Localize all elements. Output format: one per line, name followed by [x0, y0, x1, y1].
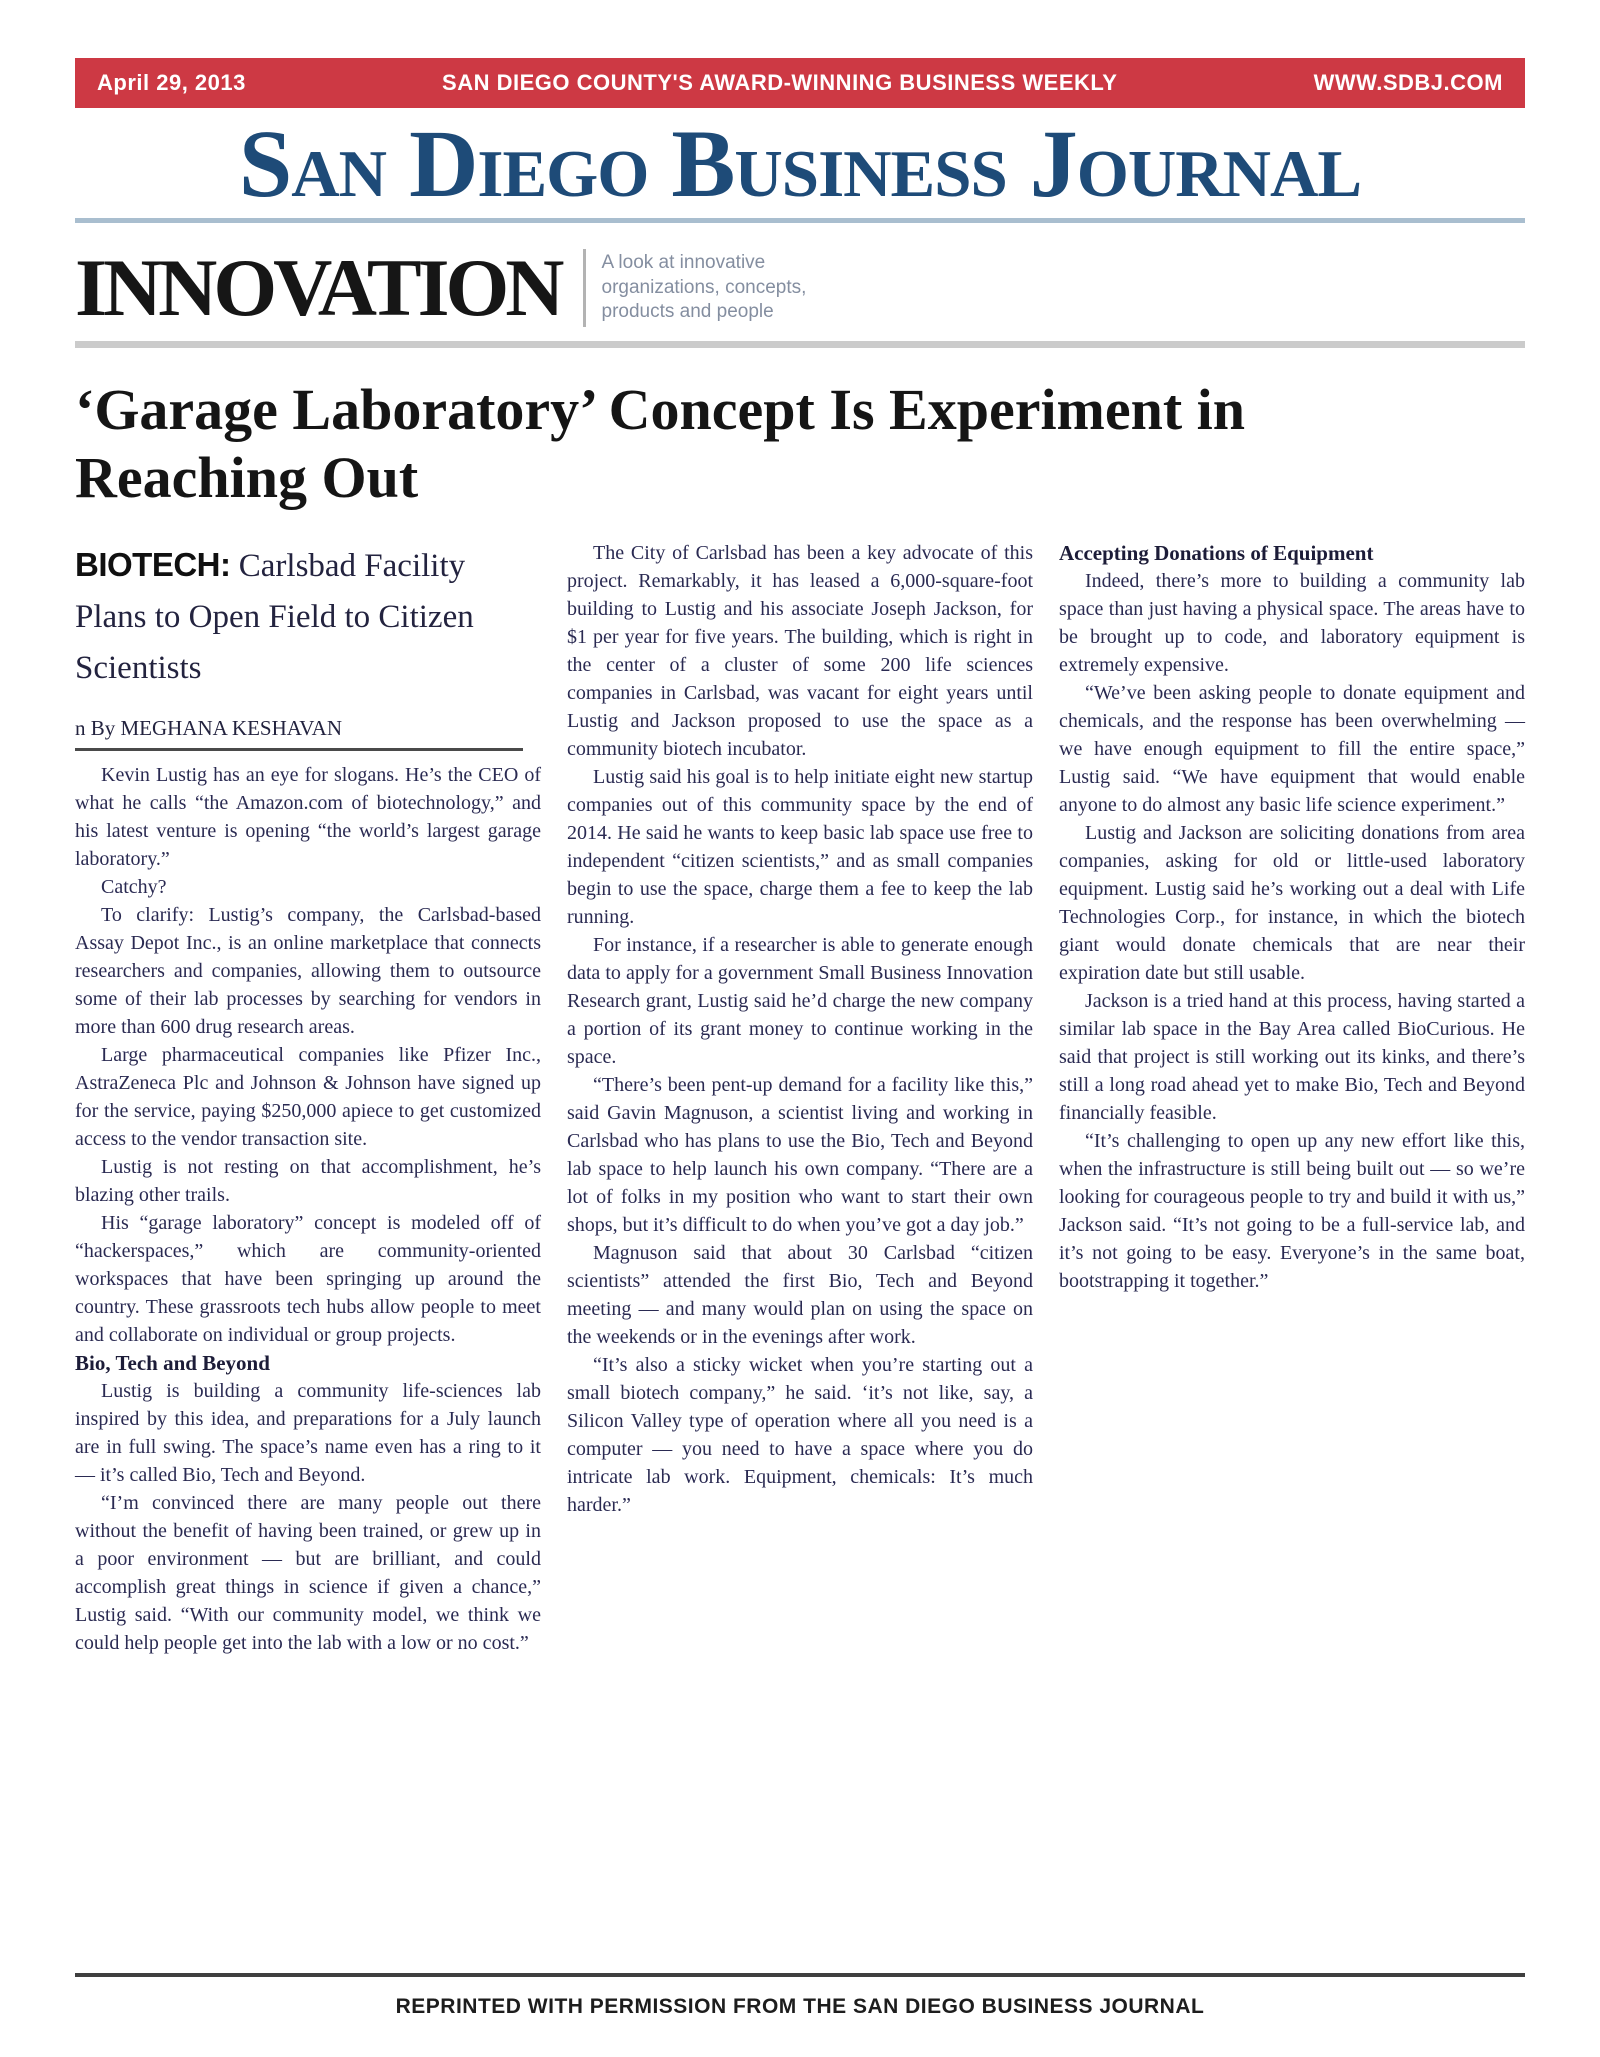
paragraph: “It’s also a sticky wicket when you’re starting out a small biotech company,” he said. ‘it’s not like, say, a Silicon Valley type of operation where all you need is a computer — you need to have a space where you do intricate lab work. Equipment, chemicals: It’s much harder.”	[567, 1353, 1033, 1516]
paragraph: His “garage laboratory” concept is modeled off of “hackerspaces,” which are community-oriented workspaces that have been springing up around the country. These grassroots tech hubs allow people to meet and collaborate on individual or group projects.	[75, 1211, 541, 1346]
paragraph: “We’ve been asking people to donate equipment and chemicals, and the response has been overwhelming — we have enough equipment to fill the entire space,” Lustig said. “We have equipment that would enable anyone to do almost any basic life science experiment.”	[1059, 681, 1525, 816]
column-2	[567, 539, 1033, 1657]
footer	[75, 1973, 1525, 2057]
paragraph: Lustig and Jackson are soliciting donations from area companies, asking for old or little-used laboratory equipment. Lustig said he’s working out a deal with Life Technologies Corp., for instance, in which the biotech giant would donate chemicals that are near their expiration date but still usable.	[1059, 821, 1525, 984]
paragraph: Lustig said his goal is to help initiate eight new startup companies out of this community space by the end of 2014. He said he wants to keep basic lab space use free to independent “citizen scientists,” and as small companies begin to use the space, charge them a fee to keep the lab running.	[567, 765, 1033, 928]
banner-tagline: SAN DIEGO COUNTY'S AWARD-WINNING BUSINESS WEEKLY	[442, 70, 1118, 95]
paragraph: “It’s challenging to open up any new effort like this, when the infrastructure is still being built out — so we’re looking for courageous people to try and build it with us,” Jackson said. “It’s not going to be a full-service lab, and it’s not going to be easy. Everyone’s in the same boat, bootstrapping it together.”	[1059, 1129, 1525, 1292]
paragraph: Large pharmaceutical companies like Pfizer Inc., AstraZeneca Plc and Johnson & Johnson have signed up for the service, paying $250,000 apiece to get customized access to the vendor transaction site.	[75, 1043, 541, 1150]
paragraph: Lustig is building a community life-sciences lab inspired by this idea, and preparations for a July launch are in full swing. The space’s name even has a ring to it — it’s called Bio, Tech and Beyond.	[75, 1379, 541, 1486]
section-title: INNOVATION	[75, 241, 561, 333]
paragraph: Catchy?	[101, 875, 167, 898]
masthead-rule	[75, 218, 1525, 223]
article-kicker: BIOTECH:	[75, 545, 231, 583]
section-rule	[75, 341, 1525, 348]
article-deck-text: Carlsbad Facility Plans to Open Field to Citizen Scientists	[75, 547, 474, 686]
banner-url: WWW.SDBJ.COM	[1313, 70, 1503, 95]
section-divider	[583, 249, 586, 327]
footer-rule	[75, 1973, 1525, 1977]
paragraph: Jackson is a tried hand at this process, having started a similar lab space in the Bay Area called BioCurious. He said that project is still working out its kinks, and there’s still a long road ahead yet to make Bio, Tech and Beyond financially feasible.	[1059, 989, 1525, 1124]
paragraph: To clarify: Lustig’s company, the Carlsbad-based Assay Depot Inc., is an online marketplace that connects researchers and companies, allowing them to outsource some of their lab processes by searching for vendors in more than 600 drug research areas.	[75, 903, 541, 1038]
banner-date: April 29, 2013	[97, 70, 246, 95]
article-deck	[75, 539, 485, 694]
column-1	[75, 539, 541, 1657]
footer-text: REPRINTED WITH PERMISSION FROM THE SAN DIEGO BUSINESS JOURNAL	[395, 1995, 1205, 2018]
masthead-title: San Diego Business Journal	[238, 110, 1362, 217]
byline: n By MEGHANA KESHAVAN	[75, 716, 523, 751]
column-subhead: Bio, Tech and Beyond	[75, 1350, 270, 1375]
section-tagline: A look at innovative organizations, concepts, products and people	[601, 252, 807, 322]
paragraph: For instance, if a researcher is able to generate enough data to apply for a government Small Business Innovation Research grant, Lustig said he’d charge the new company a portion of its grant money to continue working in the space.	[567, 933, 1033, 1068]
article-headline: ‘Garage Laboratory’ Concept Is Experiment in Reaching Out	[75, 376, 1246, 511]
paragraph: Kevin Lustig has an eye for slogans. He’s the CEO of what he calls “the Amazon.com of biotechnology,” and his latest venture is opening “the world’s largest garage laboratory.”	[75, 763, 541, 870]
article-columns	[75, 539, 1525, 1657]
paragraph: “I’m convinced there are many people out there without the benefit of having been trained, or grew up in a poor environment — but are brilliant, and could accomplish great things in science if given a chance,” Lustig said. “With our community model, we think we could help people get into the lab with a low or no cost.”	[75, 1491, 541, 1654]
column-subhead: Accepting Donations of Equipment	[1059, 540, 1374, 565]
section-strip	[75, 241, 1525, 333]
column-3	[1059, 539, 1525, 1657]
paragraph: Indeed, there’s more to building a community lab space than just having a physical space. The areas have to be brought up to code, and laboratory equipment is extremely expensive.	[1059, 569, 1525, 676]
paragraph: The City of Carlsbad has been a key advocate of this project. Remarkably, it has leased a 6,000-square-foot building to Lustig and his associate Joseph Jackson, for $1 per year for five years. The building, which is right in the center of a cluster of some 200 life sciences companies in Carlsbad, was vacant for eight years until Lustig and Jackson proposed to use the space as a community biotech incubator.	[567, 541, 1033, 760]
paragraph: “There’s been pent-up demand for a facility like this,” said Gavin Magnuson, a scientist living and working in Carlsbad who has plans to use the Bio, Tech and Beyond lab space to help launch his own company. “There are a lot of folks in my position who want to start their own shops, but it’s difficult to do when you’ve got a day job.”	[567, 1073, 1033, 1236]
paragraph: Magnuson said that about 30 Carlsbad “citizen scientists” attended the first Bio, Tech and Beyond meeting — and many would plan on using the space on the weekends or in the evenings after work.	[567, 1241, 1033, 1348]
paragraph: Lustig is not resting on that accomplishment, he’s blazing other trails.	[75, 1155, 541, 1206]
top-banner	[75, 58, 1525, 108]
